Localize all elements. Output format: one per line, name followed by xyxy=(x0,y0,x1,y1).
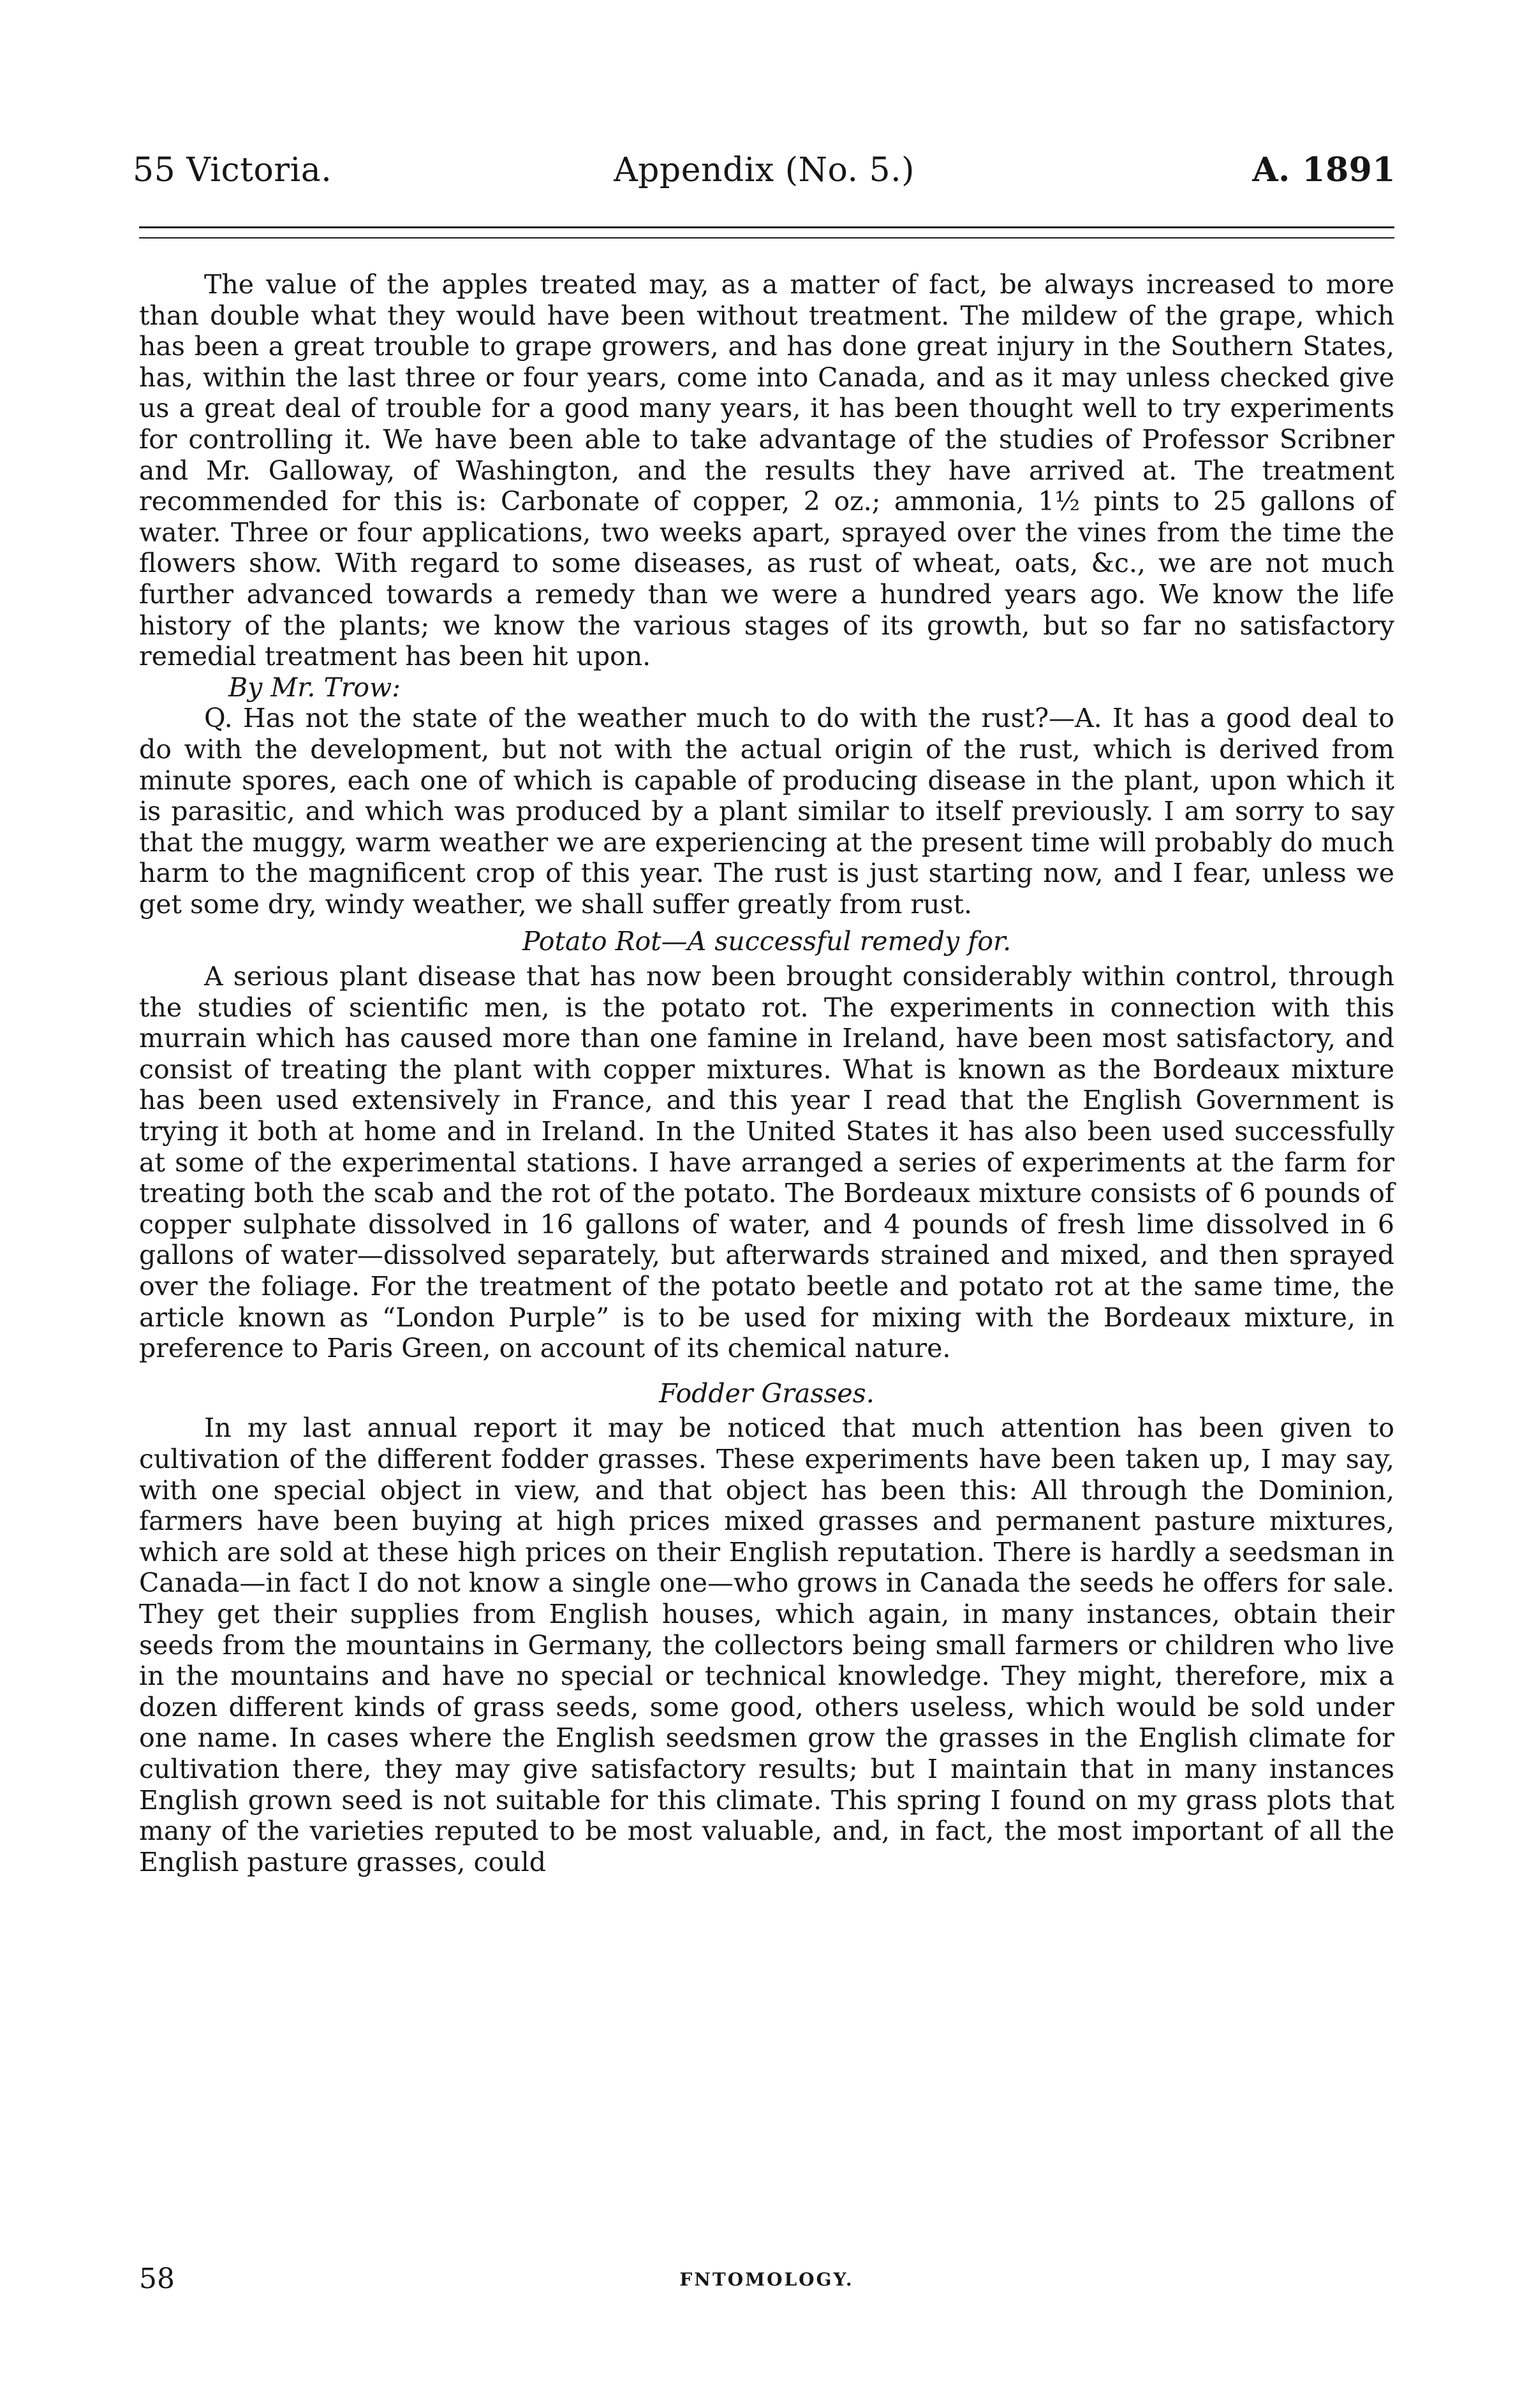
page-number: 58 xyxy=(139,2263,175,2295)
running-head-year: A. 1891 xyxy=(1252,150,1396,189)
running-head-session: 55 Victoria. xyxy=(133,151,332,189)
section-heading-fodder-grasses: Fodder Grasses. xyxy=(659,1377,875,1409)
paragraph-mildew: The value of the apples treated may, as a matter of fact, be always increased to more than double what they would have been without treatment. The mildew of the grape, which has been a great trouble to grape growers, and has done great injury in the Southern States, has, within the last three or four years, come into Canada, and as it may unless checked give us a great deal of trouble for a good many years, it has been thought well to try experiments for controlling it. We have been able to take advantage of the studies of Professor Scribner and Mr. Galloway, of Washington, and the results they have arrived at. The treatment recommended for this is: Carbonate of copper, 2 oz.; ammonia, 1½ pints to 25 gallons of water. Three or four applications, two weeks apart, sprayed over the vines from the time the flowers show. With regard to some diseases, as rust of wheat, oats, &c., we are not much further advanced towards a remedy than we were a hundred years ago. We know the life history of the plants; we know the various stages of its growth, but so far no satisfactory remedial treatment has been hit upon. xyxy=(139,269,1394,672)
paragraph-potato-rot: A serious plant disease that has now been brought considerably within control, through the studies of scientific men, is the potato rot. The experiments in connection with this murrain which has caused more than one famine in Ireland, have been most satisfactory, and consist of treating the plant with copper mixtures. What is known as the Bordeaux mixture has been used extensively in France, and this year I read that the English Government is trying it both at home and in Ireland. In the United States it has also been used successfully at some of the experimental stations. I have arranged a series of experiments at the farm for treating both the scab and the rot of the potato. The Bordeaux mixture consists of 6 pounds of copper sulphate dissolved in 16 gallons of water, and 4 pounds of fresh lime dissolved in 6 gallons of water—dissolved separately, but afterwards strained and mixed, and then sprayed over the foliage. For the treatment of the potato beetle and potato rot at the same time, the article known as “London Purple” is to be used for mixing with the Bordeaux mixture, in preference to Paris Green, on account of its chemical nature. xyxy=(139,961,1394,1364)
speaker-label: By Mr. Trow: xyxy=(228,672,401,703)
header-rule-bottom xyxy=(139,237,1394,239)
signature-mark: FNTOMOLOGY. xyxy=(679,2269,854,2290)
section-heading-potato-rot: Potato Rot—A successful remedy for. xyxy=(522,926,1012,957)
running-head xyxy=(133,148,1396,193)
header-rule-top xyxy=(139,226,1394,228)
paragraph-rust: Q. Has not the state of the weather much to do with the rust?—A. It has a good deal to do with the development, but not with the actual origin of the rust, which is derived from minute spores, each one of which is capable of producing disease in the plant, upon which it is parasitic, and which was produced by a plant similar to itself previously. I am sorry to say that the muggy, warm weather we are experiencing at the present time will probably do much harm to the magnificent crop of this year. The rust is just starting now, and I fear, unless we get some dry, windy weather, we shall suffer greatly from rust. xyxy=(139,703,1394,920)
body-text xyxy=(139,269,1394,1877)
paragraph-fodder-grasses: In my last annual report it may be noticed that much attention has been given to cultivation of the different fodder grasses. These experiments have been taken up, I may say, with one special object in view, and that object has been this: All through the Dominion, farmers have been buying at high prices mixed grasses and permanent pasture mixtures, which are sold at these high prices on their English reputation. There is hardly a seedsman in Canada—in fact I do not know a single one—who grows in Canada the seeds he offers for sale. They get their supplies from English houses, which again, in many instances, obtain their seeds from the mountains in Germany, the collectors being small farmers or children who live in the mountains and have no special or technical knowledge. They might, therefore, mix a dozen different kinds of grass seeds, some good, others useless, which would be sold under one name. In cases where the English seedsmen grow the grasses in the English climate for cultivation there, they may give satisfactory results; but I maintain that in many instances English grown seed is not suitable for this climate. This spring I found on my grass plots that many of the varieties reputed to be most valuable, and, in fact, the most important of all the English pasture grasses, could xyxy=(139,1413,1394,1877)
running-head-appendix: Appendix (No. 5.) xyxy=(614,151,915,189)
page-footer xyxy=(139,2261,1394,2302)
